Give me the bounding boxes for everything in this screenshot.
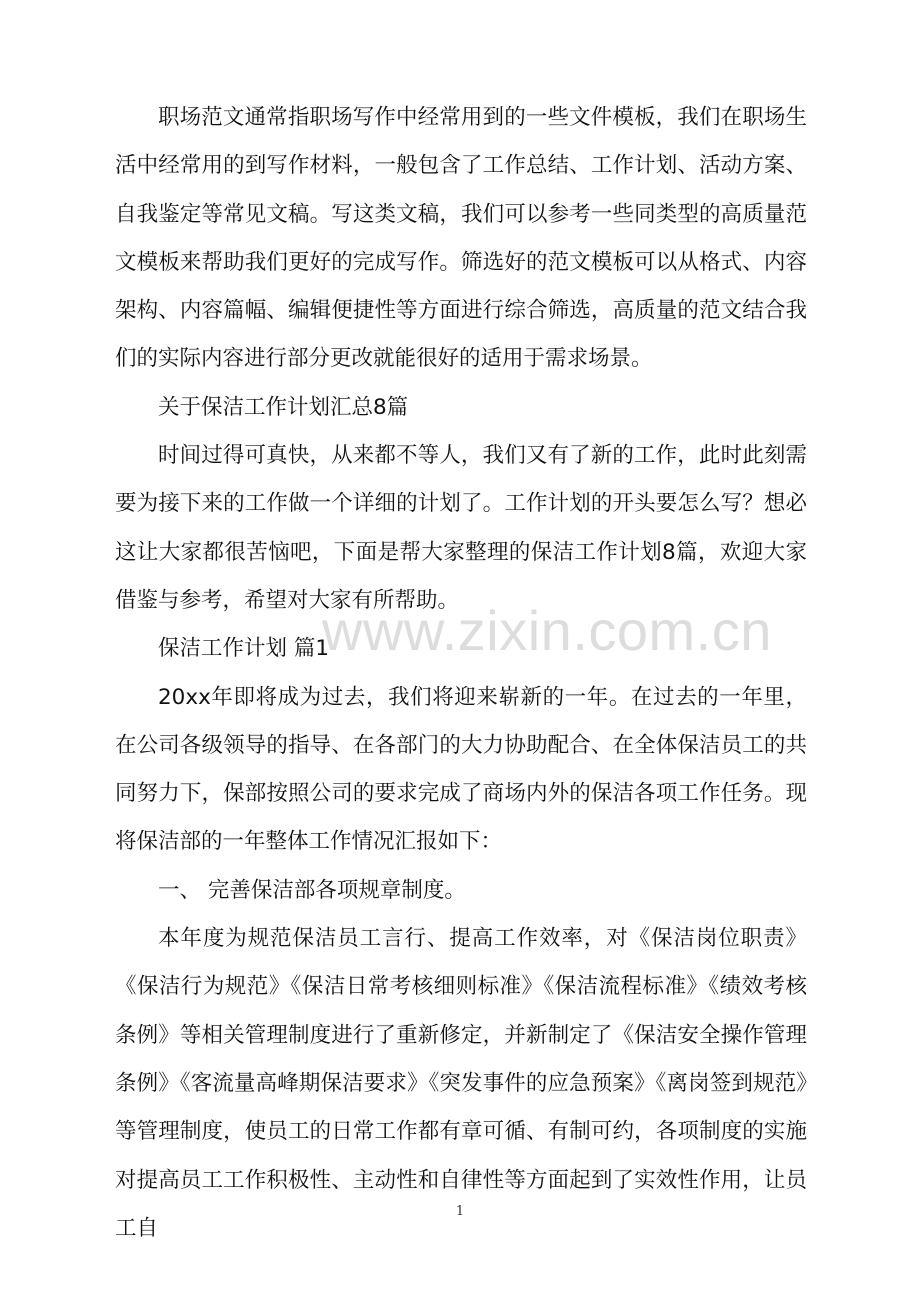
document-body xyxy=(115,94,807,1253)
document-title: 关于保洁工作计划汇总8篇 xyxy=(158,394,409,420)
intro-paragraph: 职场范文通常指职场写作中经常用到的一些文件模板，我们在职场生活中经常用的到写作材料，一般包含了工作总结、工作计划、活动方案、自我鉴定等常见文稿。写这类文稿，我们可以参考一些同类型的高质量范文模板来帮助我们更好的完成写作。筛选好的范文模板可以从格式、内容架构、内容篇幅、编辑便捷性等方面进行综合筛选，高质量的范文结合我们的实际内容进行部分更改就能很好的适用于需求场景。 xyxy=(115,105,807,372)
preface-paragraph: 时间过得可真快，从来都不等人，我们又有了新的工作，此时此刻需要为接下来的工作做一个详细的计划了。工作计划的开头要怎么写？想必这让大家都很苦恼吧，下面是帮大家整理的保洁工作计划8篇，欢迎大家借鉴与参考，希望对大家有所帮助。 xyxy=(115,443,807,613)
subsection-heading: 一、 完善保洁部各项规章制度。 xyxy=(158,877,466,903)
section-heading: 保洁工作计划 篇1 xyxy=(158,636,330,662)
body-paragraph: 本年度为规范保洁员工言行、提高工作效率，对《保洁岗位职责》《保洁行为规范》《保洁日常考核细则标准》《保洁流程标准》《绩效考核条例》等相关管理制度进行了重新修定，并新制定了《保洁安全操作管理条例》《客流量高峰期保洁要求》《突发事件的应急预案》《离岗签到规范》等管理制度，使员工的日常工作都有章可循、有制可约，各项制度的实施对提高员工工作积极性、主动性和自律性等方面起到了实效性作用，让员工自 xyxy=(115,926,807,1241)
page-number: 1 xyxy=(455,1204,465,1219)
watermark: www.zixin.com.cn xyxy=(322,599,772,662)
summary-paragraph: 20xx年即将成为过去，我们将迎来崭新的一年。在过去的一年里，在公司各级领导的指导、在各部门的大力协助配合、在全体保洁员工的共同努力下，保部按照公司的要求完成了商场内外的保洁各项工作任务。现将保洁部的一年整体工作情况汇报如下： xyxy=(115,684,807,855)
